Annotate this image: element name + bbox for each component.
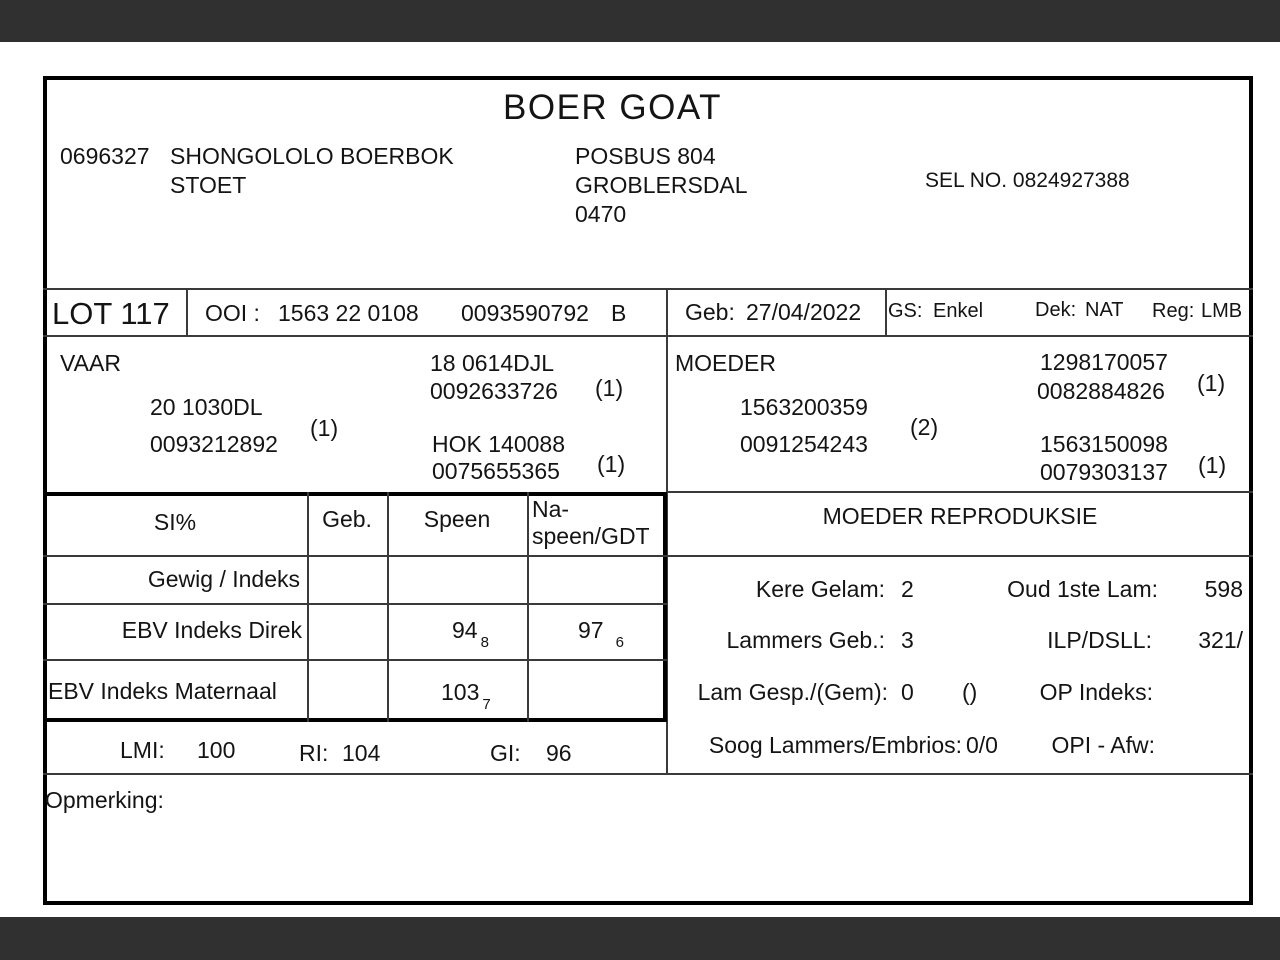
dam-sire-note: (1): [1197, 370, 1226, 396]
lam-gesp-value: 0: [901, 679, 914, 705]
lammers-geb-value: 3: [901, 627, 914, 653]
soog-lammers-value: 0/0: [966, 732, 998, 758]
ebv-direk-naspeen-value: [578, 617, 624, 651]
geb-value: 27/04/2022: [746, 299, 862, 325]
bottom-section-line: [43, 773, 1253, 775]
dam-dam-line1: 1563150098: [1040, 431, 1168, 457]
address-line1: POSBUS 804: [575, 143, 716, 169]
opmerking-label: Opmerking:: [45, 787, 164, 813]
reg-label: Reg:: [1152, 300, 1195, 322]
sire-note: (1): [310, 415, 339, 441]
ebv-indeks-maternaal-label: EBV Indeks Maternaal: [48, 678, 277, 704]
address-line2: GROBLERSDAL: [575, 172, 748, 198]
kere-gelam-value: 2: [901, 576, 914, 602]
soog-lammers-label: Soog Lammers/Embrios:: [708, 732, 962, 758]
dam-sire-line1: 1298170057: [1040, 349, 1168, 375]
naspeen-header-line2: speen/GDT: [532, 523, 650, 549]
dek-value: NAT: [1085, 299, 1124, 321]
ebv-maternaal-speen-value: [441, 679, 491, 713]
repro-header-top-line: [667, 491, 1253, 493]
stud-name-line1: SHONGOLOLO BOERBOK: [170, 143, 454, 169]
oud-1ste-lam-label: Oud 1ste Lam:: [1007, 576, 1158, 602]
lam-gesp-gem: (): [962, 679, 978, 705]
ooi-suffix: B: [611, 300, 627, 326]
repro-header-bottom-line: [667, 555, 1253, 557]
gs-label: GS:: [888, 300, 923, 322]
naspeen-header-line1: Na-: [532, 496, 570, 522]
lot-number: LOT 117: [52, 296, 170, 331]
kere-gelam-label: Kere Gelam:: [755, 576, 885, 602]
lmi-value: 100: [197, 737, 236, 763]
value-subscript: 7: [482, 696, 491, 713]
gewig-indeks-label: Gewig / Indeks: [147, 566, 300, 592]
ooi-reg-number: 0093590792: [461, 300, 589, 326]
ebv-direk-speen-value: [452, 617, 489, 651]
speen-header: Speen: [423, 506, 491, 532]
value-main: 97: [578, 617, 604, 643]
geb-label: Geb:: [685, 299, 735, 325]
sire-dam-note: (1): [597, 451, 626, 477]
ri-value: 104: [342, 740, 381, 766]
geb-cell-divider: [885, 288, 887, 337]
top-letterbox-bar: [0, 0, 1280, 42]
geb-header: Geb.: [322, 506, 372, 532]
dam-sire-line2: 0082884826: [1037, 378, 1165, 404]
dek-label: Dek:: [1035, 299, 1077, 321]
vaar-label: VAAR: [60, 350, 121, 376]
stud-name-line2: STOET: [170, 172, 247, 198]
ebv-indeks-direk-label: EBV Indeks Direk: [121, 617, 302, 643]
lam-gesp-label: Lam Gesp./(Gem):: [697, 679, 888, 705]
lmi-label: LMI:: [120, 737, 165, 763]
lot-row-top-line: [43, 288, 1253, 290]
sel-no: SEL NO. 0824927388: [925, 169, 1130, 192]
lot-cell-divider: [186, 288, 188, 337]
ooi-id: 1563 22 0108: [278, 300, 419, 326]
address-line3: 0470: [575, 201, 627, 227]
repro-title: MOEDER REPRODUKSIE: [822, 503, 1098, 529]
sire-id-line1: 20 1030DL: [150, 394, 263, 420]
lot-row-bottom-line: [43, 335, 1253, 337]
dam-note: (2): [910, 414, 939, 440]
value-main: 103: [441, 679, 480, 705]
value-subscript: 8: [480, 634, 489, 651]
si-row-line-2: [43, 603, 667, 605]
reg-value: LMB: [1201, 300, 1243, 322]
sire-sire-line2: 0092633726: [430, 378, 558, 404]
si-col-line-3: [527, 492, 529, 722]
si-row-line-3: [43, 659, 667, 661]
dam-id-line2: 0091254243: [740, 431, 868, 457]
member-number: 0696327: [60, 143, 150, 169]
dam-dam-note: (1): [1198, 452, 1227, 478]
gi-label: GI:: [490, 740, 521, 766]
sire-dam-line2: 0075655365: [432, 458, 560, 484]
sire-dam-line1: HOK 140088: [432, 431, 565, 457]
value-main: 94: [452, 617, 478, 643]
page-title: BOER GOAT: [503, 88, 722, 127]
moeder-label: MOEDER: [675, 350, 776, 376]
gs-value: Enkel: [933, 300, 984, 322]
dam-dam-line2: 0079303137: [1040, 459, 1168, 485]
bottom-letterbox-bar: [0, 917, 1280, 960]
op-indeks-label: OP Indeks:: [1039, 679, 1153, 705]
ooi-label: OOI :: [205, 300, 260, 326]
sire-id-line2: 0093212892: [150, 431, 278, 457]
lammers-geb-label: Lammers Geb.:: [726, 627, 885, 653]
dam-id-line1: 1563200359: [740, 394, 868, 420]
ri-label: RI:: [299, 740, 329, 766]
sire-sire-line1: 18 0614DJL: [430, 350, 555, 376]
ilp-dsll-value: 321/: [1198, 627, 1243, 653]
ilp-dsll-label: ILP/DSLL:: [1047, 627, 1152, 653]
opi-afw-label: OPI - Afw:: [1051, 732, 1155, 758]
oud-1ste-lam-value: 598: [1204, 576, 1243, 602]
si-header: SI%: [153, 509, 197, 535]
gi-value: 96: [546, 740, 572, 766]
value-subscript: 6: [615, 634, 624, 651]
si-row-line-1: [43, 555, 667, 557]
sire-sire-note: (1): [595, 375, 624, 401]
